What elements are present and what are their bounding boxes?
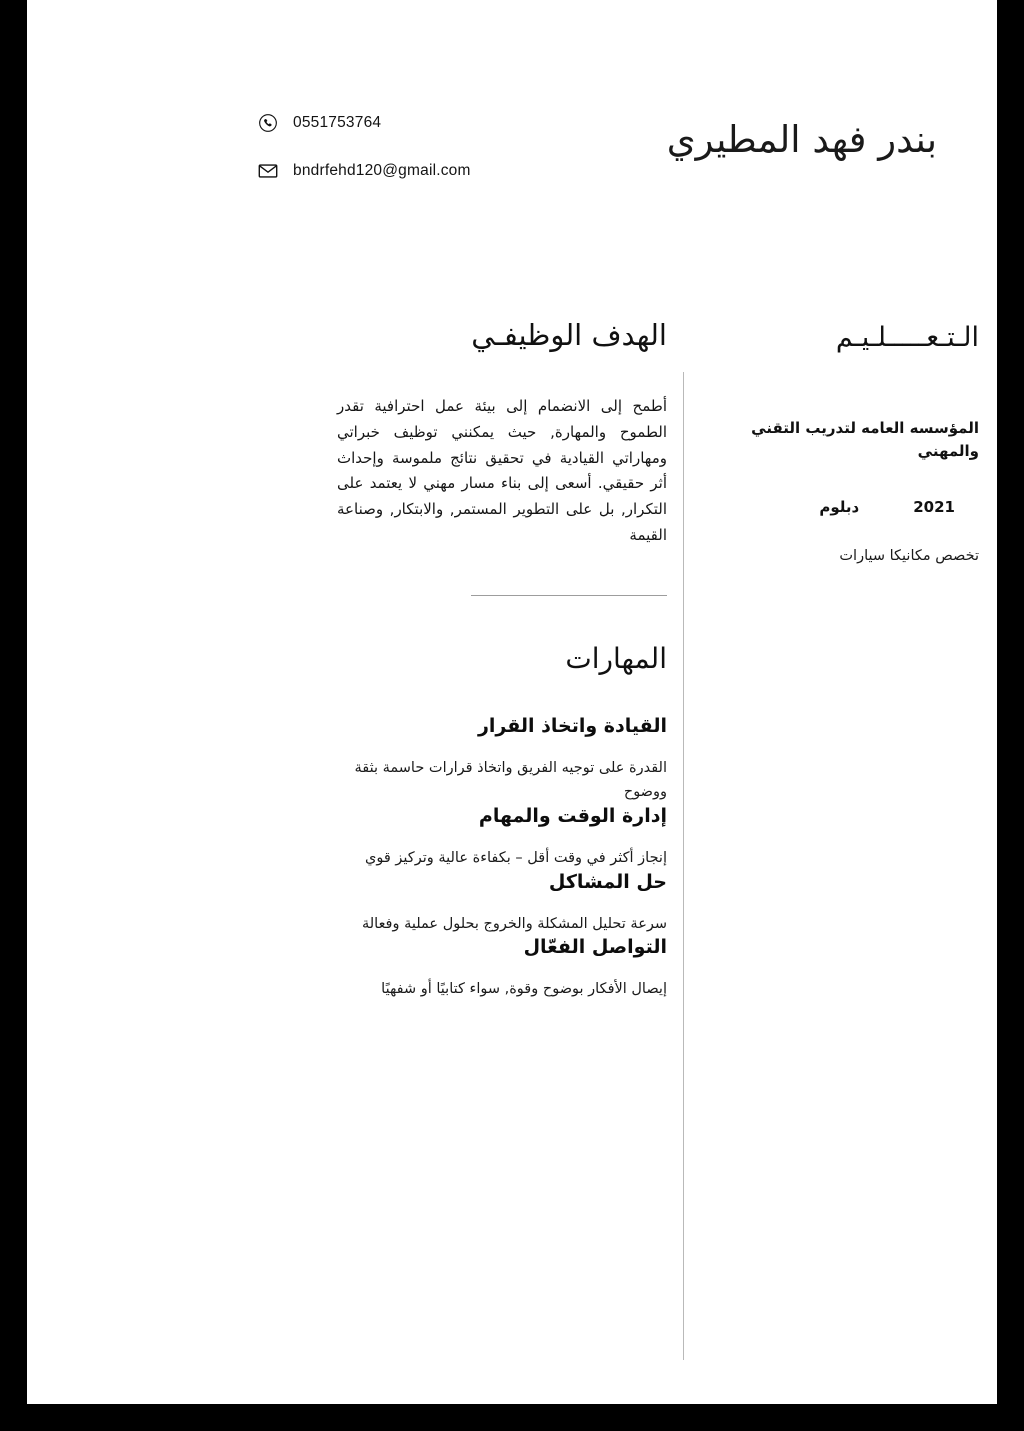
education-year: 2021	[913, 497, 955, 516]
skill-item	[337, 871, 667, 937]
skill-item	[337, 715, 667, 805]
skill-item	[337, 805, 667, 871]
page-title: بندر فهد المطيري	[666, 118, 937, 161]
resume-header	[27, 96, 997, 226]
resume-page	[27, 0, 997, 1404]
education-degree: دبلوم	[819, 497, 860, 516]
contact-item-phone[interactable]	[257, 112, 597, 134]
education-section	[697, 300, 997, 567]
objective-heading: الهدف الوظيفـي	[471, 318, 667, 352]
education-major: تخصص مكانيكا سيارات	[839, 547, 979, 564]
skill-item	[337, 936, 667, 1002]
email-icon	[257, 160, 279, 182]
skill-description: إنجاز أكثر في وقت أقل – بكفاءة عالية وتركيز قوي	[365, 849, 667, 866]
contact-item-email[interactable]	[257, 160, 597, 182]
education-heading: الـتـعـــــلـيـم	[835, 322, 979, 353]
phone-value: 0551753764	[293, 114, 382, 131]
objective-and-skills-section	[337, 300, 667, 1002]
skill-description: القدرة على توجيه الفريق واتخاذ قرارات حاسمة بثقة ووضوح	[354, 759, 667, 800]
contact-list	[257, 112, 597, 208]
education-organization: المؤسسه العامه لتدريب التقني والمهني	[751, 419, 979, 461]
section-divider	[471, 595, 667, 596]
skill-description: إيصال الأفكار بوضوح وقوة, سواء كتابيًا أو شفهيًا	[381, 981, 667, 998]
skill-title: إدارة الوقت والمهام	[478, 804, 667, 827]
skill-title: التواصل الفعّال	[523, 936, 667, 959]
skill-description: سرعة تحليل المشكلة والخروج بحلول عملية وفعالة	[361, 915, 667, 932]
email-value: bndrfehd120@gmail.com	[293, 162, 471, 179]
skills-heading: المهارات	[565, 641, 667, 675]
column-divider	[683, 372, 684, 1360]
objective-body: أطمح إلى الانضمام إلى بيئة عمل احترافية تقدر الطموح والمهارة, حيث يمكنني توظيف خبراتي ومهاراتي القيادية في تحقيق نتائج ملموسة وإحداث أثر حقيقي. أسعى إلى بناء مسار مهني لا يعتمد على التكرار, بل على التطوير المستمر, والابتكار, وصناعة القيمة	[337, 397, 667, 544]
resume-body	[27, 300, 997, 1360]
skill-title: القيادة واتخاذ القرار	[477, 714, 667, 737]
skill-title: حل المشاكل	[548, 870, 667, 893]
phone-icon	[257, 112, 279, 134]
education-year-degree	[697, 498, 979, 516]
